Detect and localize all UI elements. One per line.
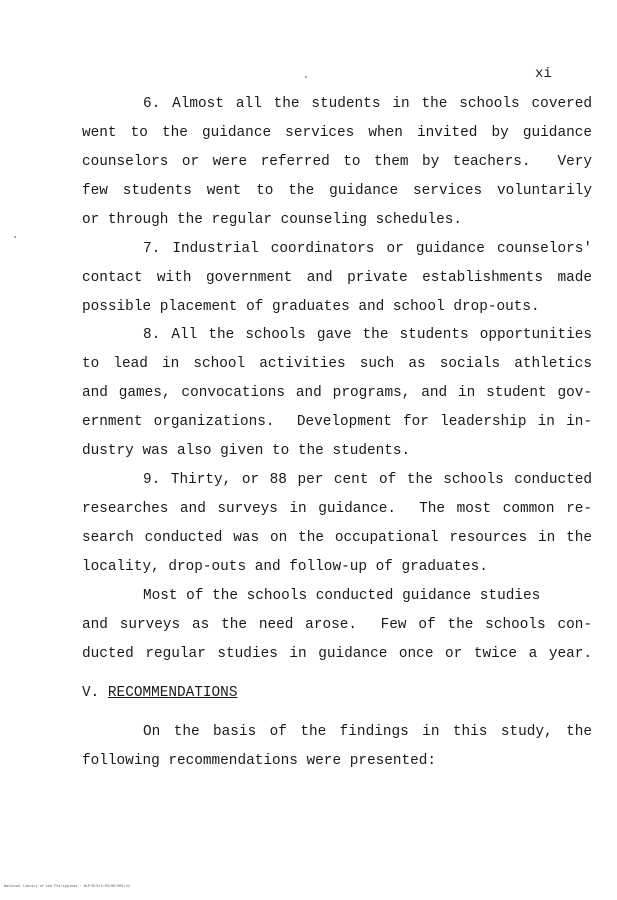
section-heading <box>82 685 237 701</box>
scan-footer: National Library of the Philippines · NLP/B/0/1/SS/HR/001/11 <box>4 885 131 889</box>
paragraph-line: and games, convocations and programs, and in student gov- <box>82 385 592 401</box>
paragraph-line: or through the regular counseling schedules. <box>82 212 462 228</box>
paragraph-line: Most of the schools conducted guidance studies <box>143 588 541 604</box>
paragraph-line: 6. Almost all the students in the schools covered <box>143 96 592 112</box>
paragraph-line: search conducted was on the occupational resources in the <box>82 530 592 546</box>
paragraph-line: following recommendations were presented: <box>82 753 437 769</box>
scan-speck <box>14 236 16 238</box>
paragraph-line: contact with government and private establishments made <box>82 270 592 286</box>
section-title: RECOMMENDATIONS <box>107 685 238 701</box>
paragraph-line: 7. Industrial coordinators or guidance counselors' <box>143 241 592 257</box>
paragraph-line: locality, drop-outs and follow-up of graduates. <box>82 559 488 575</box>
paragraph-line: researches and surveys in guidance. The most common re- <box>82 501 592 517</box>
paragraph-line: On the basis of the findings in this study, the <box>143 724 592 740</box>
paragraph-line: 9. Thirty, or 88 per cent of the schools conducted <box>143 472 592 488</box>
paragraph-line: and surveys as the need arose. Few of the schools con- <box>82 617 592 633</box>
page-number: xi <box>535 66 552 82</box>
paragraph-line: possible placement of graduates and school drop-outs. <box>82 299 540 315</box>
paragraph-line: 8. All the schools gave the students opportunities <box>143 327 592 343</box>
paragraph-line: counselors or were referred to them by teachers. Very <box>82 154 592 170</box>
paragraph-line: ducted regular studies in guidance once or twice a year. <box>82 646 592 662</box>
paragraph-line: dustry was also given to the students. <box>82 443 411 459</box>
scan-speck <box>305 76 307 78</box>
paragraph-line: ernment organizations. Development for leadership in in- <box>82 414 592 430</box>
section-number: V. <box>82 685 100 701</box>
paragraph-line: to lead in school activities such as socials athletics <box>82 356 592 372</box>
paragraph-line: few students went to the guidance services voluntarily <box>82 183 592 199</box>
paragraph-line: went to the guidance services when invited by guidance <box>82 125 592 141</box>
